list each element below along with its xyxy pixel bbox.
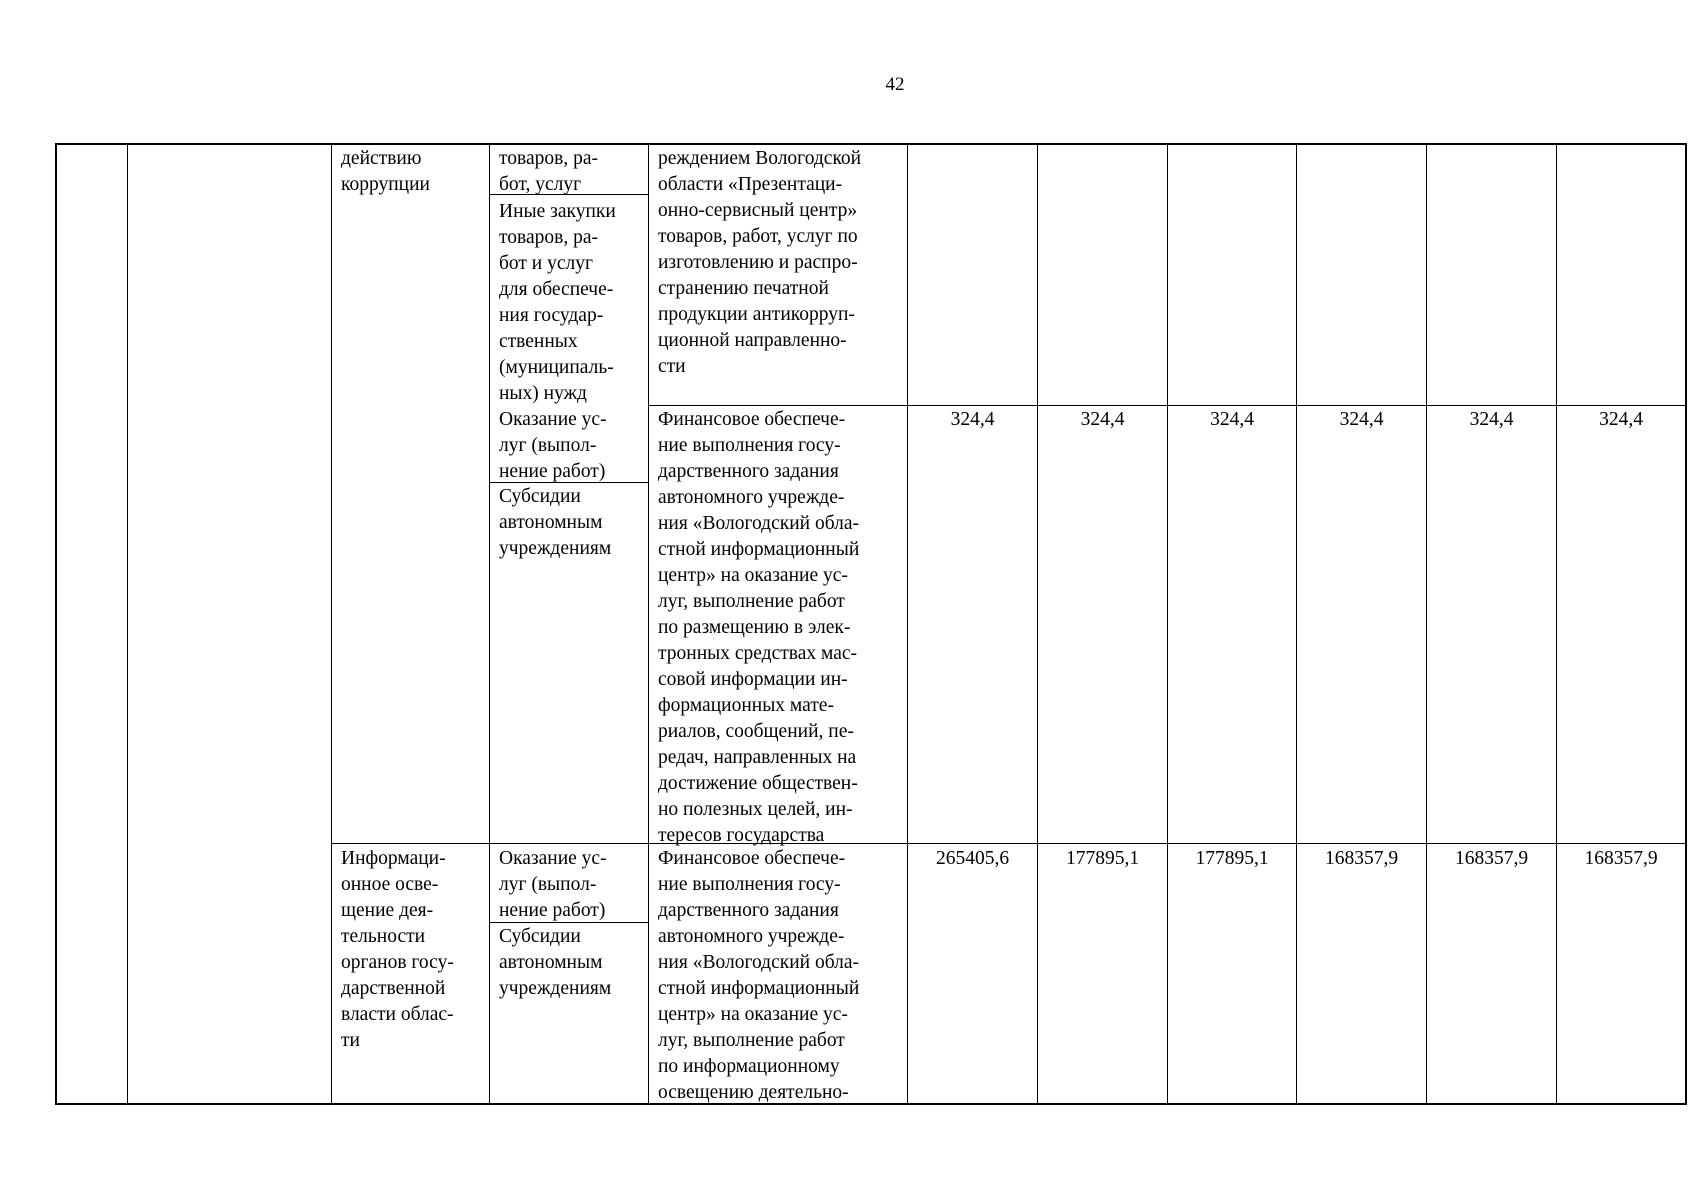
row3-value-6: 168357,9 xyxy=(1584,848,1658,869)
row2-value-4: 324,4 xyxy=(1339,409,1384,430)
row1-expense-subtype-cell: Иные закупки товаров, ра- бот и услуг для обеспече- ния государ- ственных (муниципаль- ных) нужд xyxy=(499,201,616,404)
col-divider-5 xyxy=(907,143,908,1105)
row1-expense-type-cell: товаров, ра- бот, услуг xyxy=(499,148,598,195)
col-divider-3 xyxy=(489,143,490,1105)
table-border-left xyxy=(55,143,57,1105)
row2-value-1: 324,4 xyxy=(950,409,995,430)
col-divider-6 xyxy=(1037,143,1038,1105)
row1-description-cell: реждением Вологодской области «Презентаци- онно-сервисный центр» товаров, работ, услуг по изготовлению и распро- странению печатной продукции антикорруп- ционной направленно- сти xyxy=(658,148,862,377)
row-divider-2 xyxy=(331,843,1687,844)
table-border-right xyxy=(1685,143,1687,1105)
row-divider-1 xyxy=(648,405,1687,406)
row2-value-6: 324,4 xyxy=(1599,409,1643,430)
col-divider-9 xyxy=(1426,143,1427,1105)
row3-value-4: 168357,9 xyxy=(1324,848,1399,869)
row2-expense-subtype-cell: Субсидии автономным учреждениям xyxy=(499,486,612,559)
page-number: 42 xyxy=(885,74,905,95)
row2-value-5: 324,4 xyxy=(1469,409,1514,430)
col-divider-8 xyxy=(1296,143,1297,1105)
row2-description-cell: Финансовое обеспече- ние выполнения госу- дарственного задания автономного учрежде- ния «Вологодский обла- стной информационный центр» на оказание ус- луг, выполнение работ по размещению в элек- тронных средствах мас- совой информации ин- формационных мате- риалов, сообщений, пе- редач, направленных на достижение обществен- но полезных целей, ин- тересов государства xyxy=(658,409,860,846)
table-border-bottom xyxy=(55,1103,1687,1105)
row3-value-5: 168357,9 xyxy=(1454,848,1529,869)
row3-measure-cell: Информаци- онное осве- щение дея- тельности органов госу- дарственной власти облас- ти xyxy=(341,848,454,1051)
col-divider-4 xyxy=(648,143,649,1105)
row3-expense-subtype-cell: Субсидии автономным учреждениям xyxy=(499,926,612,999)
row3-value-3: 177895,1 xyxy=(1195,848,1269,869)
col-divider-1 xyxy=(127,143,128,1105)
col-divider-2 xyxy=(331,143,332,1105)
row2-value-2: 324,4 xyxy=(1080,409,1125,430)
col-divider-10 xyxy=(1556,143,1557,1105)
row2-value-3: 324,4 xyxy=(1210,409,1254,430)
col-divider-7 xyxy=(1167,143,1168,1105)
table-border-top xyxy=(55,143,1687,145)
row2-expense-type-cell: Оказание ус- луг (выпол- нение работ) xyxy=(499,409,607,482)
row1-measure-cell: действию коррупции xyxy=(341,148,430,195)
row3-description-cell: Финансовое обеспече- ние выполнения госу- дарственного задания автономного учрежде- ния «Вологодский обла- стной информационный центр» на оказание ус- луг, выполнение работ по информационному освещению деятельно- xyxy=(658,848,860,1103)
row3-value-2: 177895,1 xyxy=(1065,848,1140,869)
row3-value-1: 265405,6 xyxy=(935,848,1010,869)
row3-expense-type-cell: Оказание ус- луг (выпол- нение работ) xyxy=(499,848,607,921)
